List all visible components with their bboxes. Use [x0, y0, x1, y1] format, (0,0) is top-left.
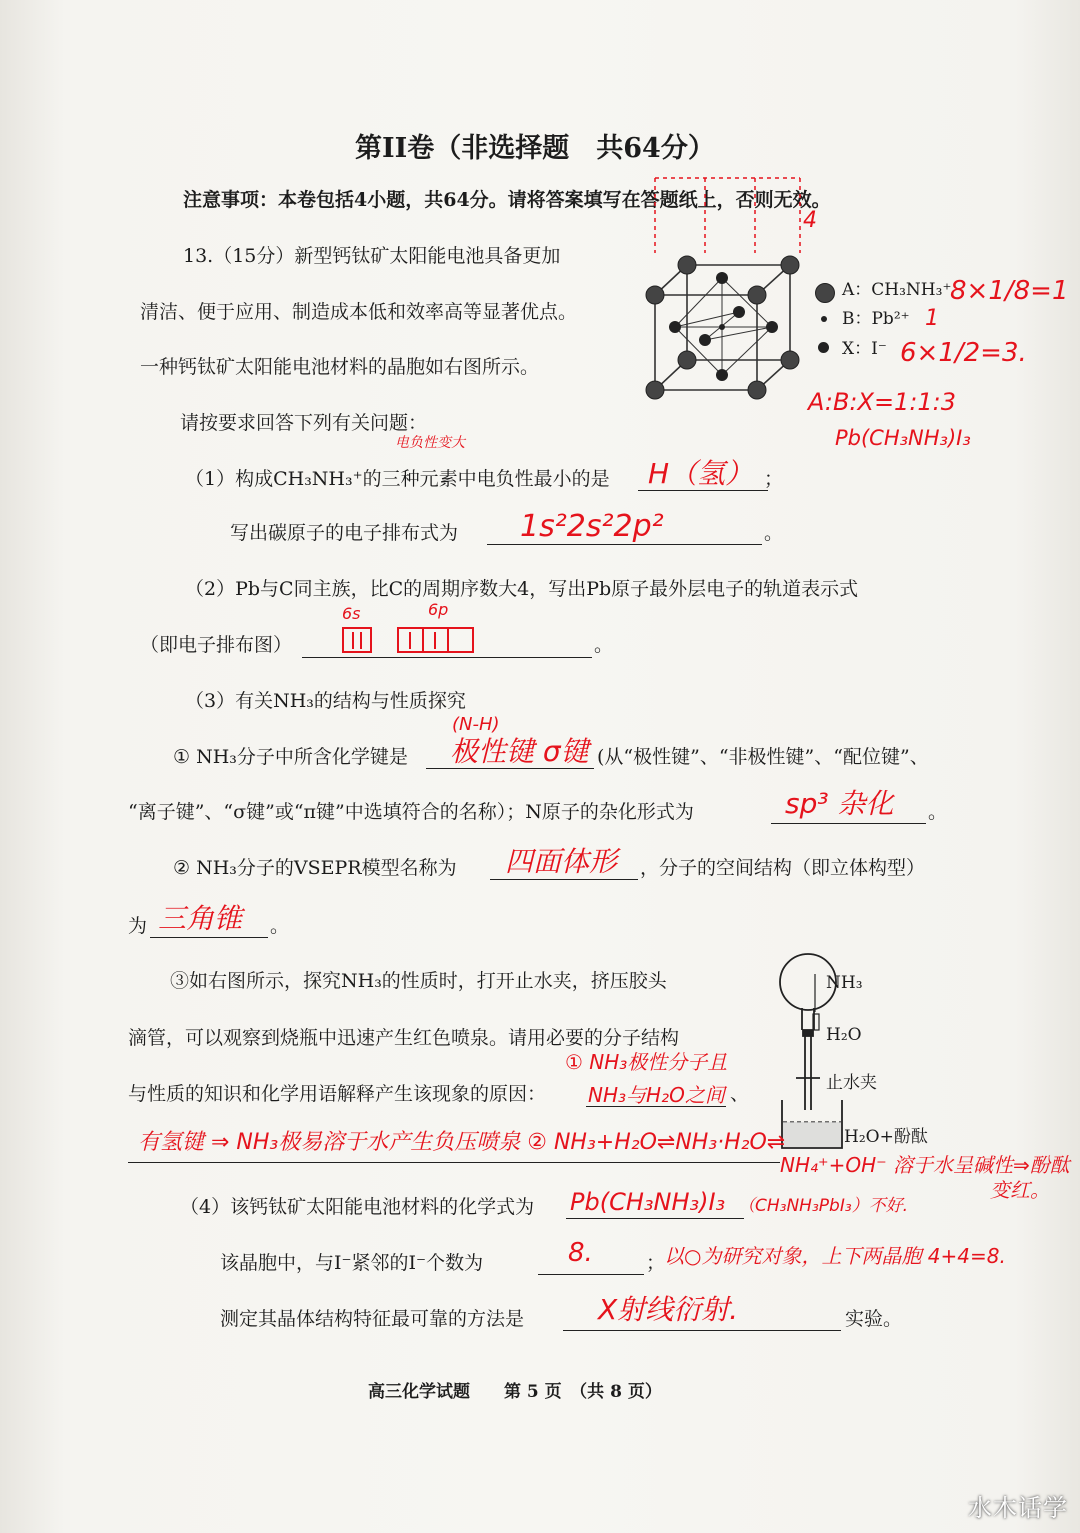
- hw-answer-3-2b: 三角锥: [158, 902, 243, 935]
- answer-blank-3-2a: [490, 879, 638, 880]
- part3-1-line-b: “离子键”、“σ键”或“π键”中选填符合的名称）；N原子的杂化形式为: [128, 801, 694, 823]
- hw-answer-4c: X射线衍射.: [598, 1293, 739, 1326]
- part3-1-line-b-end: 。: [928, 801, 948, 823]
- part3-heading: （3）有关NH₃的结构与性质探究: [185, 690, 466, 712]
- watermark-logo: 水木话学: [968, 1494, 1068, 1522]
- part2-line-b: （即电子排布图）: [140, 634, 293, 656]
- hw-answer-3-3a: ① NH₃极性分子且: [565, 1050, 728, 1074]
- answer-blank-3-1a: [426, 768, 594, 769]
- part2-line-b-end: 。: [594, 634, 614, 656]
- hw-orbital-6p: 6p: [428, 600, 449, 619]
- part3-2-line-b-end: 。: [270, 915, 290, 937]
- part3-3-line-c-end: 、: [730, 1083, 750, 1105]
- part4-line-b: 该晶胞中，与I⁻紧邻的I⁻个数为: [220, 1252, 484, 1274]
- part3-3-line-b: 滴管，可以观察到烧瓶中迅速产生红色喷泉。请用必要的分子结构: [128, 1027, 680, 1049]
- hw-count-a: 8×1/8=1: [950, 276, 1069, 306]
- part1-line-a-end: ；: [764, 468, 784, 490]
- hw-answer-3-3b: NH₃与H₂O之间: [588, 1083, 725, 1107]
- hw-answer-3-3e: 变红。: [990, 1178, 1050, 1202]
- answer-blank-4a: [566, 1218, 744, 1219]
- apparatus-label-beaker: H₂O+酚酞: [844, 1127, 928, 1147]
- hw-small-4: 4: [803, 208, 817, 233]
- legend-b: B：Pb²⁺: [842, 309, 910, 329]
- hw-nh-note: (N-H): [452, 714, 500, 735]
- small-sphere-icon: [821, 316, 827, 322]
- hw-formula-note: Pb(CH₃NH₃)I₃: [835, 426, 971, 450]
- hw-answer-4a: Pb(CH₃NH₃)I₃: [570, 1188, 726, 1216]
- page-footer: 高三化学试题 第 5 页 （共 8 页）: [368, 1382, 662, 1402]
- part4-line-c-end: 实验。: [845, 1308, 903, 1330]
- apparatus-label-nh3: NH₃: [826, 973, 863, 993]
- part4-line-c: 测定其晶体结构特征最可靠的方法是: [220, 1308, 525, 1330]
- part4-line-b-end: ；: [646, 1252, 666, 1274]
- part3-3-line-a: ③如右图所示，探究NH₃的性质时，打开止水夹，挤压胶头: [170, 970, 667, 992]
- legend-a: A：CH₃NH₃⁺: [842, 280, 952, 300]
- large-sphere-icon: [815, 283, 835, 303]
- hw-answer-3-1b: sp³ 杂化: [785, 787, 894, 820]
- answer-blank-3-2b: [150, 937, 268, 938]
- part3-2-line-a: ② NH₃分子的VSEPR模型名称为: [173, 857, 457, 879]
- hw-answer-3-2a: 四面体形: [505, 845, 618, 878]
- hw-electronegativity-note: 电负性变大: [395, 435, 465, 451]
- hw-count-x: 6×1/2=3.: [900, 338, 1027, 368]
- part1-line-a: （1）构成CH₃NH₃⁺的三种元素中电负性最小的是: [185, 468, 610, 490]
- legend-x: X：I⁻: [842, 339, 887, 359]
- answer-blank-2: [302, 657, 592, 658]
- q13-prompt: 请按要求回答下列有关问题：: [180, 412, 428, 434]
- q13-stem-line-1: 13.（15分）新型钙钛矿太阳能电池具备更加: [183, 245, 561, 267]
- hw-count-b: 1: [925, 306, 939, 331]
- handwriting-dashed-box: [650, 168, 820, 258]
- hw-answer-1a: H（氢）: [648, 457, 754, 490]
- part3-2-line-a-end: ，分子的空间结构（即立体构型）: [640, 857, 926, 879]
- hw-answer-3-3d: NH₄⁺+OH⁻ 溶于水呈碱性⇒酚酞: [780, 1153, 1070, 1177]
- part3-3-line-c: 与性质的知识和化学用语解释产生该现象的原因：: [128, 1083, 547, 1105]
- part3-1-line-a-end: (从“极性键”、“非极性键”、“配位键”、: [597, 746, 929, 768]
- hw-answer-4b: 8.: [568, 1238, 593, 1268]
- part3-2-line-b: 为: [128, 915, 148, 937]
- answer-blank-1a: [638, 490, 768, 491]
- hw-answer-1b: 1s²2s²2p²: [520, 509, 664, 544]
- hw-orbital-6s: 6s: [342, 604, 361, 623]
- hw-answer-4a-note: （CH₃NH₃PbI₃）不好.: [738, 1196, 909, 1216]
- hw-answer-3-1a: 极性键 σ键: [450, 735, 589, 768]
- q13-stem-line-3: 一种钙钛矿太阳能电池材料的晶胞如右图所示。: [140, 356, 540, 378]
- part1-line-b: 写出碳原子的电子排布式为: [230, 522, 459, 544]
- perovskite-unit-cell-figure: [635, 250, 810, 410]
- medium-sphere-icon: [818, 342, 829, 353]
- hw-orbital-boxes: [340, 623, 480, 657]
- part4-line-a: （4）该钙钛矿太阳能电池材料的化学式为: [180, 1196, 535, 1218]
- part2-line-a: （2）Pb与C同主族，比C的周期序数大4，写出Pb原子最外层电子的轨道表示式: [185, 578, 859, 600]
- apparatus-label-h2o: H₂O: [826, 1025, 862, 1045]
- hw-answer-4b-note: 以○为研究对象，上下两晶胞 4+4=8.: [664, 1244, 1006, 1268]
- q13-stem-line-2: 清洁、便于应用、制造成本低和效率高等显著优点。: [140, 301, 578, 323]
- hw-answer-3-3c: 有氢键 ⇒ NH₃极易溶于水产生负压喷泉 ② NH₃+H₂O⇌NH₃·H₂O⇌: [138, 1130, 786, 1155]
- section-title: 第II卷（非选择题 共64分）: [355, 133, 715, 164]
- part3-1-line-a: ① NH₃分子中所含化学键是: [173, 746, 408, 768]
- answer-blank-1b: [487, 544, 762, 545]
- answer-blank-3-1b: [771, 823, 926, 824]
- answer-blank-3-3b: [128, 1162, 780, 1163]
- hw-ratio: A:B:X=1:1:3: [808, 388, 957, 416]
- apparatus-label-clamp: 止水夹: [826, 1073, 877, 1093]
- answer-blank-4c: [563, 1330, 841, 1331]
- part1-line-b-end: 。: [764, 522, 784, 544]
- notice-text: 注意事项：本卷包括4小题，共64分。请将答案填写在答题纸上，否则无效。: [183, 189, 831, 211]
- answer-blank-4b: [538, 1274, 644, 1275]
